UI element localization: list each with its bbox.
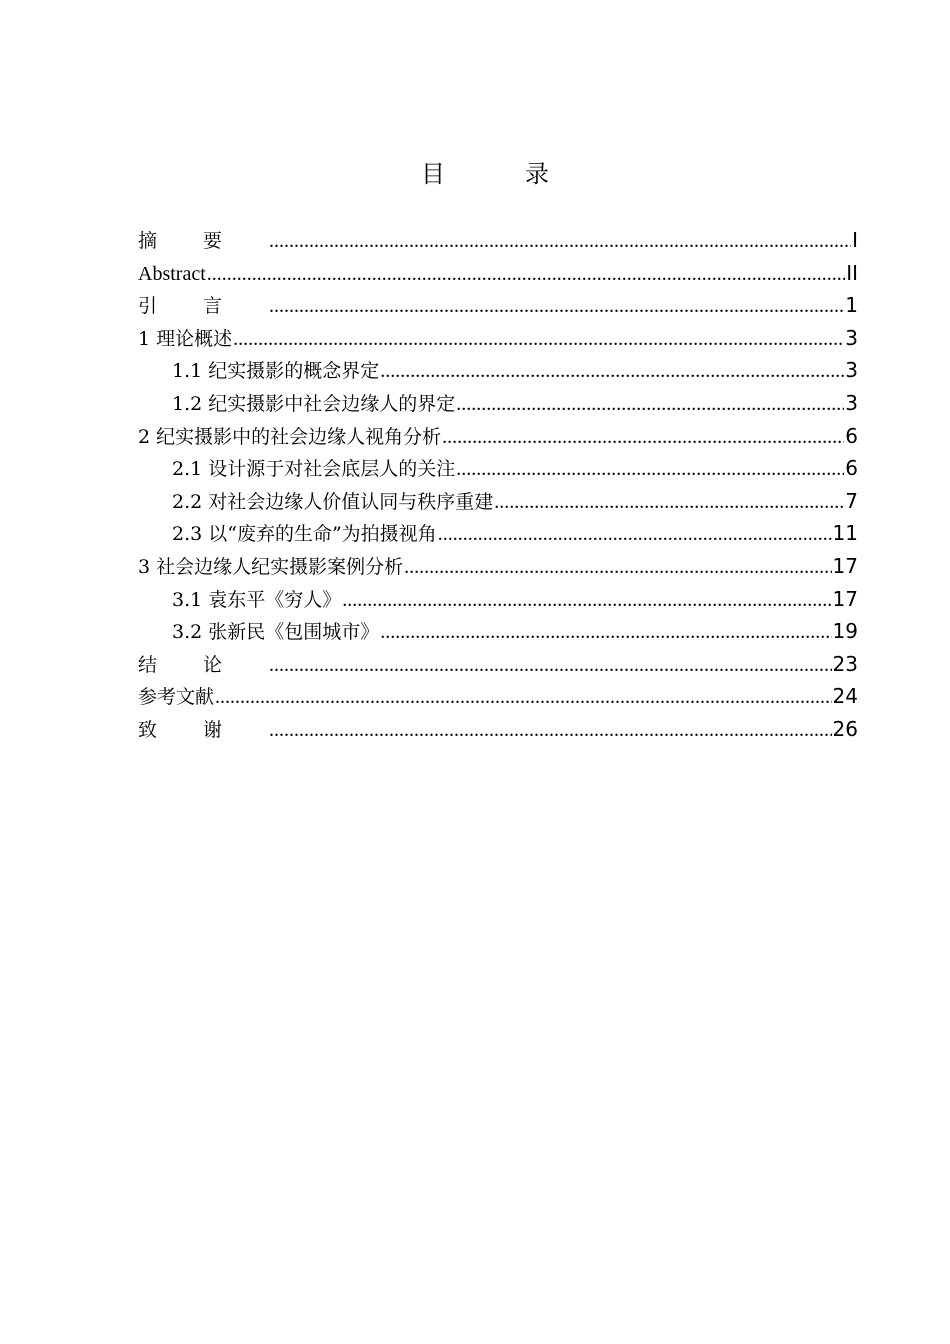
toc-entry-label: 1.2 纪实摄影中社会边缘人的界定 — [172, 392, 456, 415]
toc-entry-label: 1 理论概述 — [138, 327, 233, 350]
toc-dot-leader — [404, 551, 831, 584]
toc-dot-leader — [269, 714, 832, 747]
toc-entry-section-3-1[interactable] — [138, 583, 858, 616]
toc-entry-label: 3.1 袁东平《穷人》 — [172, 588, 342, 611]
toc-entry-page: 17 — [832, 553, 858, 578]
toc-entry-label: 3.2 张新民《包围城市》 — [172, 621, 380, 644]
toc-entry-page: 6 — [845, 456, 858, 481]
toc-entry-section-2-1[interactable] — [138, 452, 858, 485]
toc-entry-chapter-2[interactable] — [138, 420, 858, 453]
toc-entry-label: Abstract — [138, 262, 206, 285]
toc-dot-leader — [342, 584, 831, 617]
toc-entry-page: 3 — [845, 325, 858, 350]
toc-entry-label: 致谢 — [138, 718, 269, 741]
toc-entry-page: II — [846, 260, 858, 285]
toc-entry-label: 3 社会边缘人纪实摄影案例分析 — [138, 555, 404, 578]
toc-entry-page: 6 — [845, 423, 858, 448]
toc-entry-label: 2.3 以“废弃的生命”为拍摄视角 — [172, 523, 437, 546]
toc-entry-page: 24 — [832, 684, 858, 709]
toc-dot-leader — [269, 225, 851, 258]
toc-dot-leader — [207, 258, 845, 291]
toc-dot-leader — [438, 518, 832, 551]
toc-dot-leader — [494, 486, 844, 519]
table-of-contents — [138, 224, 858, 746]
toc-entry-page: 1 — [845, 293, 858, 318]
toc-dot-leader — [456, 453, 844, 486]
toc-entry-chapter-3[interactable] — [138, 550, 858, 583]
toc-entry-label: 参考文献 — [138, 686, 215, 709]
toc-entry-page: 11 — [832, 521, 858, 546]
toc-dot-leader — [269, 290, 844, 323]
toc-entry-abstract-en[interactable] — [138, 257, 858, 290]
toc-entry-section-2-3[interactable] — [138, 517, 858, 550]
toc-entry-page: 26 — [832, 716, 858, 741]
toc-entry-label: 1.1 纪实摄影的概念界定 — [172, 360, 380, 383]
toc-entry-chapter-1[interactable] — [138, 322, 858, 355]
toc-entry-section-1-1[interactable] — [138, 354, 858, 387]
toc-dot-leader — [456, 388, 844, 421]
toc-entry-conclusion[interactable] — [138, 648, 858, 681]
toc-entry-label: 2 纪实摄影中的社会边缘人视角分析 — [138, 425, 442, 448]
toc-dot-leader — [269, 649, 832, 682]
toc-entry-page: 7 — [845, 488, 858, 513]
toc-entry-page: 19 — [832, 619, 858, 644]
toc-entry-section-3-2[interactable] — [138, 615, 858, 648]
toc-entry-label: 摘要 — [138, 230, 269, 252]
toc-entry-references[interactable] — [138, 680, 858, 713]
toc-entry-label: 结论 — [138, 653, 269, 676]
toc-entry-page: 3 — [845, 358, 858, 383]
toc-entry-page: I — [852, 228, 858, 252]
toc-entry-acknowledgements[interactable] — [138, 713, 858, 746]
toc-title: 目 录 — [421, 160, 577, 188]
toc-entry-page: 23 — [832, 651, 858, 676]
toc-entry-label: 2.2 对社会边缘人价值认同与秩序重建 — [172, 490, 494, 513]
toc-entry-section-2-2[interactable] — [138, 485, 858, 518]
toc-dot-leader — [233, 323, 844, 356]
toc-dot-leader — [380, 355, 844, 388]
toc-entry-page: 17 — [832, 586, 858, 611]
toc-entry-abstract-cn[interactable] — [138, 224, 858, 257]
toc-entry-label: 引言 — [138, 295, 269, 318]
toc-entry-section-1-2[interactable] — [138, 387, 858, 420]
toc-dot-leader — [215, 681, 832, 714]
toc-entry-introduction[interactable] — [138, 289, 858, 322]
toc-dot-leader — [442, 421, 844, 454]
toc-entry-label: 2.1 设计源于对社会底层人的关注 — [172, 458, 456, 481]
toc-dot-leader — [380, 616, 831, 649]
toc-entry-page: 3 — [845, 390, 858, 415]
